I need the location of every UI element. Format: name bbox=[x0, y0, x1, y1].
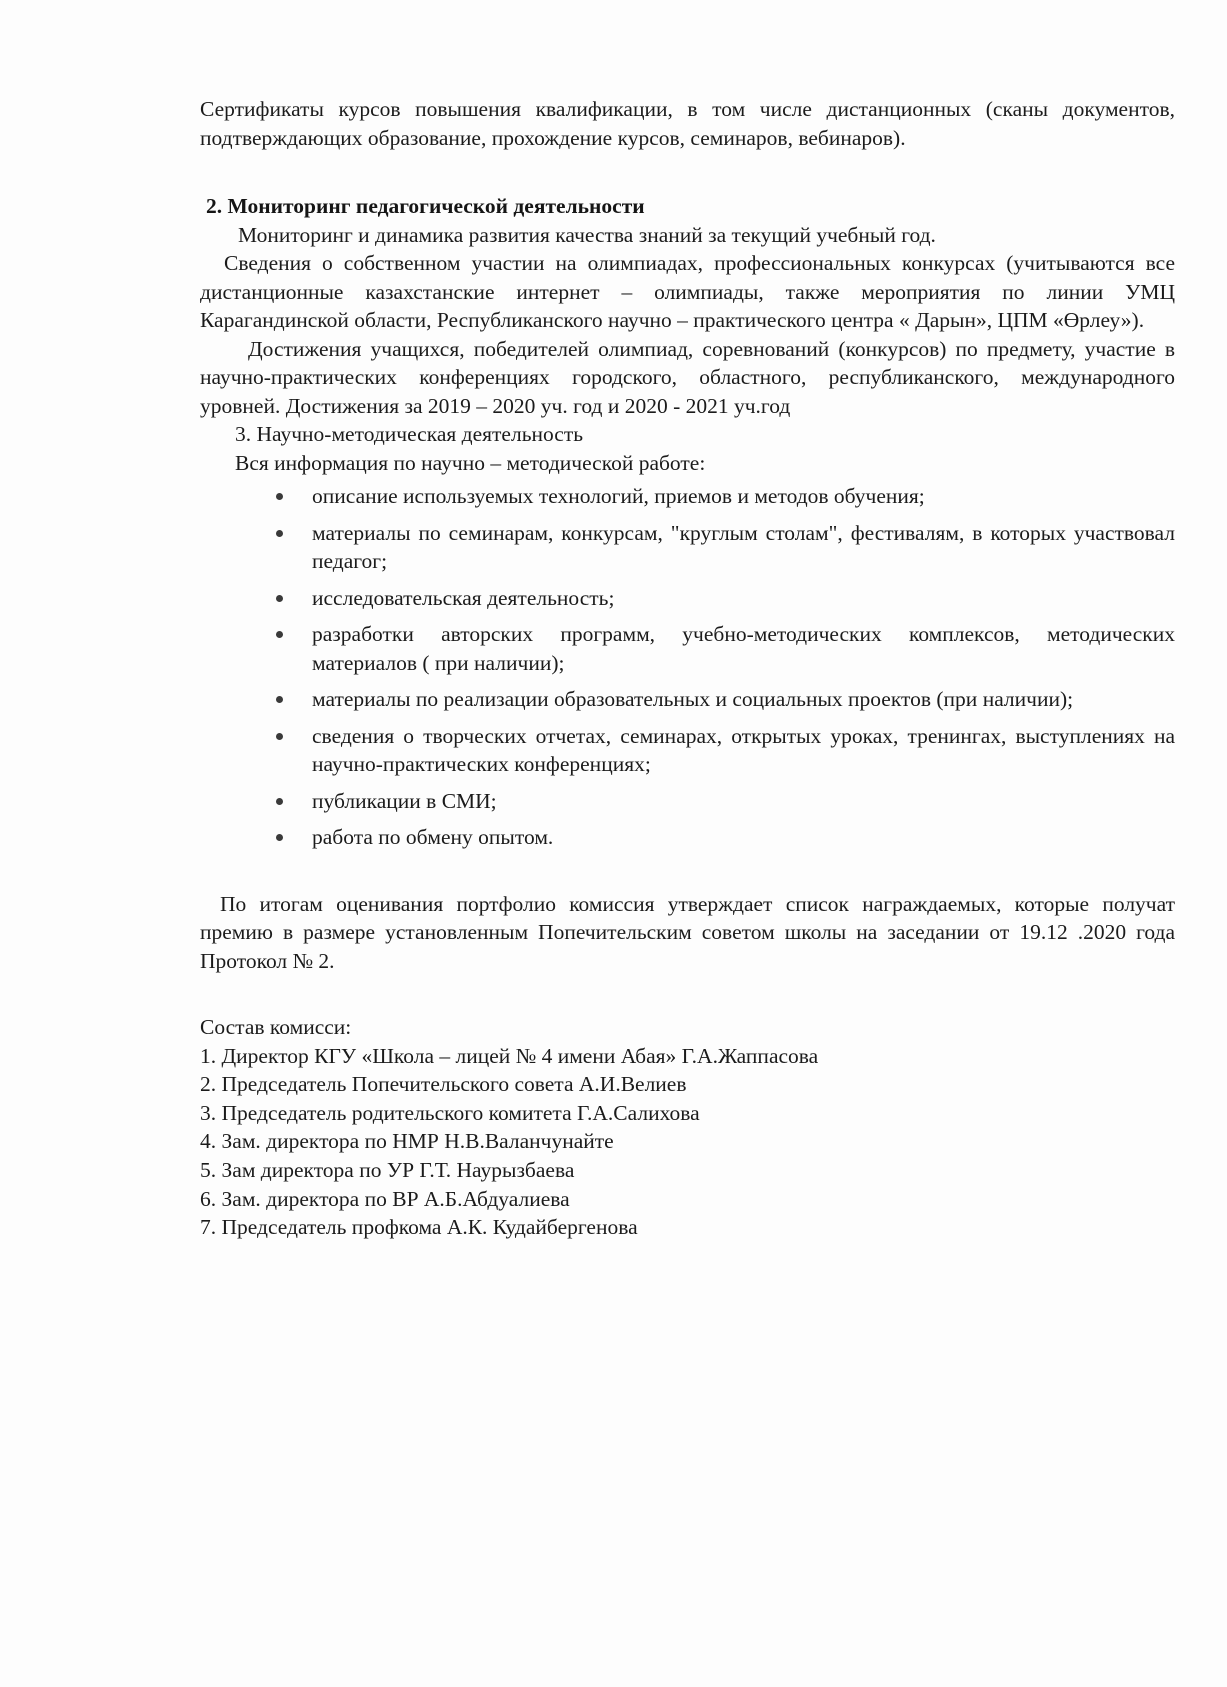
list-item bbox=[312, 620, 1175, 677]
bullet-icon bbox=[276, 798, 283, 805]
list-item bbox=[312, 482, 1175, 511]
list-item bbox=[312, 685, 1175, 714]
list-item bbox=[312, 584, 1175, 613]
list-item-text: описание используемых технологий, приемов и методов обучения; bbox=[312, 484, 925, 508]
commission-block bbox=[200, 1013, 1175, 1242]
commission-member: 7. Председатель профкома А.К. Кудайбергенова bbox=[200, 1215, 638, 1240]
list-item bbox=[312, 722, 1175, 779]
list-item-text: материалы по семинарам, конкурсам, "круглым столам", фестивалям, в которых участвовал педагог; bbox=[312, 520, 1175, 573]
list-item-text: материалы по реализации образовательных и социальных проектов (при наличии); bbox=[312, 687, 1074, 711]
commission-member: 5. Зам директора по УР Г.Т. Наурызбаева bbox=[200, 1157, 575, 1182]
section-2-title: 2. Мониторинг педагогической деятельности bbox=[206, 194, 645, 218]
bullet-icon bbox=[276, 733, 283, 740]
list-item-text: работа по обмену опытом. bbox=[312, 825, 554, 849]
bullet-icon bbox=[276, 696, 283, 703]
list-item bbox=[312, 823, 1175, 852]
bullet-icon bbox=[276, 530, 283, 537]
bullet-icon bbox=[276, 493, 283, 500]
commission-title: Состав комисси: bbox=[200, 1015, 352, 1039]
document-body bbox=[200, 95, 1175, 1242]
closing-paragraph: По итогам оценивания портфолио комиссия утверждает список награждаемых, которые получат премию в размере установленным Попечительским советом школы на заседании от 19.12 .2020 года Протокол № 2. bbox=[200, 891, 1175, 973]
intro-paragraph: Сертификаты курсов повышения квалификации, в том числе дистанционных (сканы документов, подтверждающих образование, прохождение курсов, семинаров, вебинаров). bbox=[200, 97, 1175, 150]
list-item-text: публикации в СМИ; bbox=[312, 788, 497, 813]
commission-member: 4. Зам. директора по НМР Н.В.Валанчунайте bbox=[200, 1129, 614, 1154]
commission-member: 3. Председатель родительского комитета Г.А.Салихова bbox=[200, 1100, 700, 1125]
section-2-paragraph-3: Достижения учащихся, победителей олимпиад, соревнований (конкурсов) по предмету, участие в научно-практических конференциях городского, областного, республиканского, международного уровней. Достижения за 2019 – 2020 уч. год и 2020 - 2021 уч.год bbox=[200, 336, 1175, 418]
section-2-paragraph-1: Мониторинг и динамика развития качества знаний за текущий учебный год. bbox=[238, 222, 936, 247]
list-item-text: исследовательская деятельность; bbox=[312, 585, 615, 610]
commission-member: 2. Председатель Попечительского совета А.И.Велиев bbox=[200, 1072, 687, 1097]
section-3-title: 3. Научно-методическая деятельность bbox=[235, 422, 584, 446]
list-item bbox=[312, 519, 1175, 576]
commission-member: 1. Директор КГУ «Школа – лицей № 4 имени Абая» Г.А.Жаппасова bbox=[200, 1043, 819, 1068]
list-item-text: сведения о творческих отчетах, семинарах, открытых уроках, тренингах, выступлениях на научно-практических конференциях; bbox=[312, 723, 1175, 776]
list-item bbox=[312, 787, 1175, 816]
commission-member: 6. Зам. директора по ВР А.Б.Абдуалиева bbox=[200, 1186, 570, 1211]
methodical-work-list bbox=[200, 482, 1175, 852]
bullet-icon bbox=[276, 834, 283, 841]
list-item-text: разработки авторских программ, учебно-методических комплексов, методических материалов ( при наличии); bbox=[312, 622, 1175, 675]
section-3-lead: Вся информация по научно – методической работе: bbox=[235, 450, 706, 475]
section-2-paragraph-2: Сведения о собственном участии на олимпиадах, профессиональных конкурсах (учитываются все дистанционные казахстанские интернет – олимпиады, также мероприятия по линии УМЦ Карагандинской области, Республиканского научно – практического центра « Дарын», ЦПМ «Өрлеу»). bbox=[200, 251, 1175, 332]
bullet-icon bbox=[276, 595, 283, 602]
bullet-icon bbox=[276, 631, 283, 638]
